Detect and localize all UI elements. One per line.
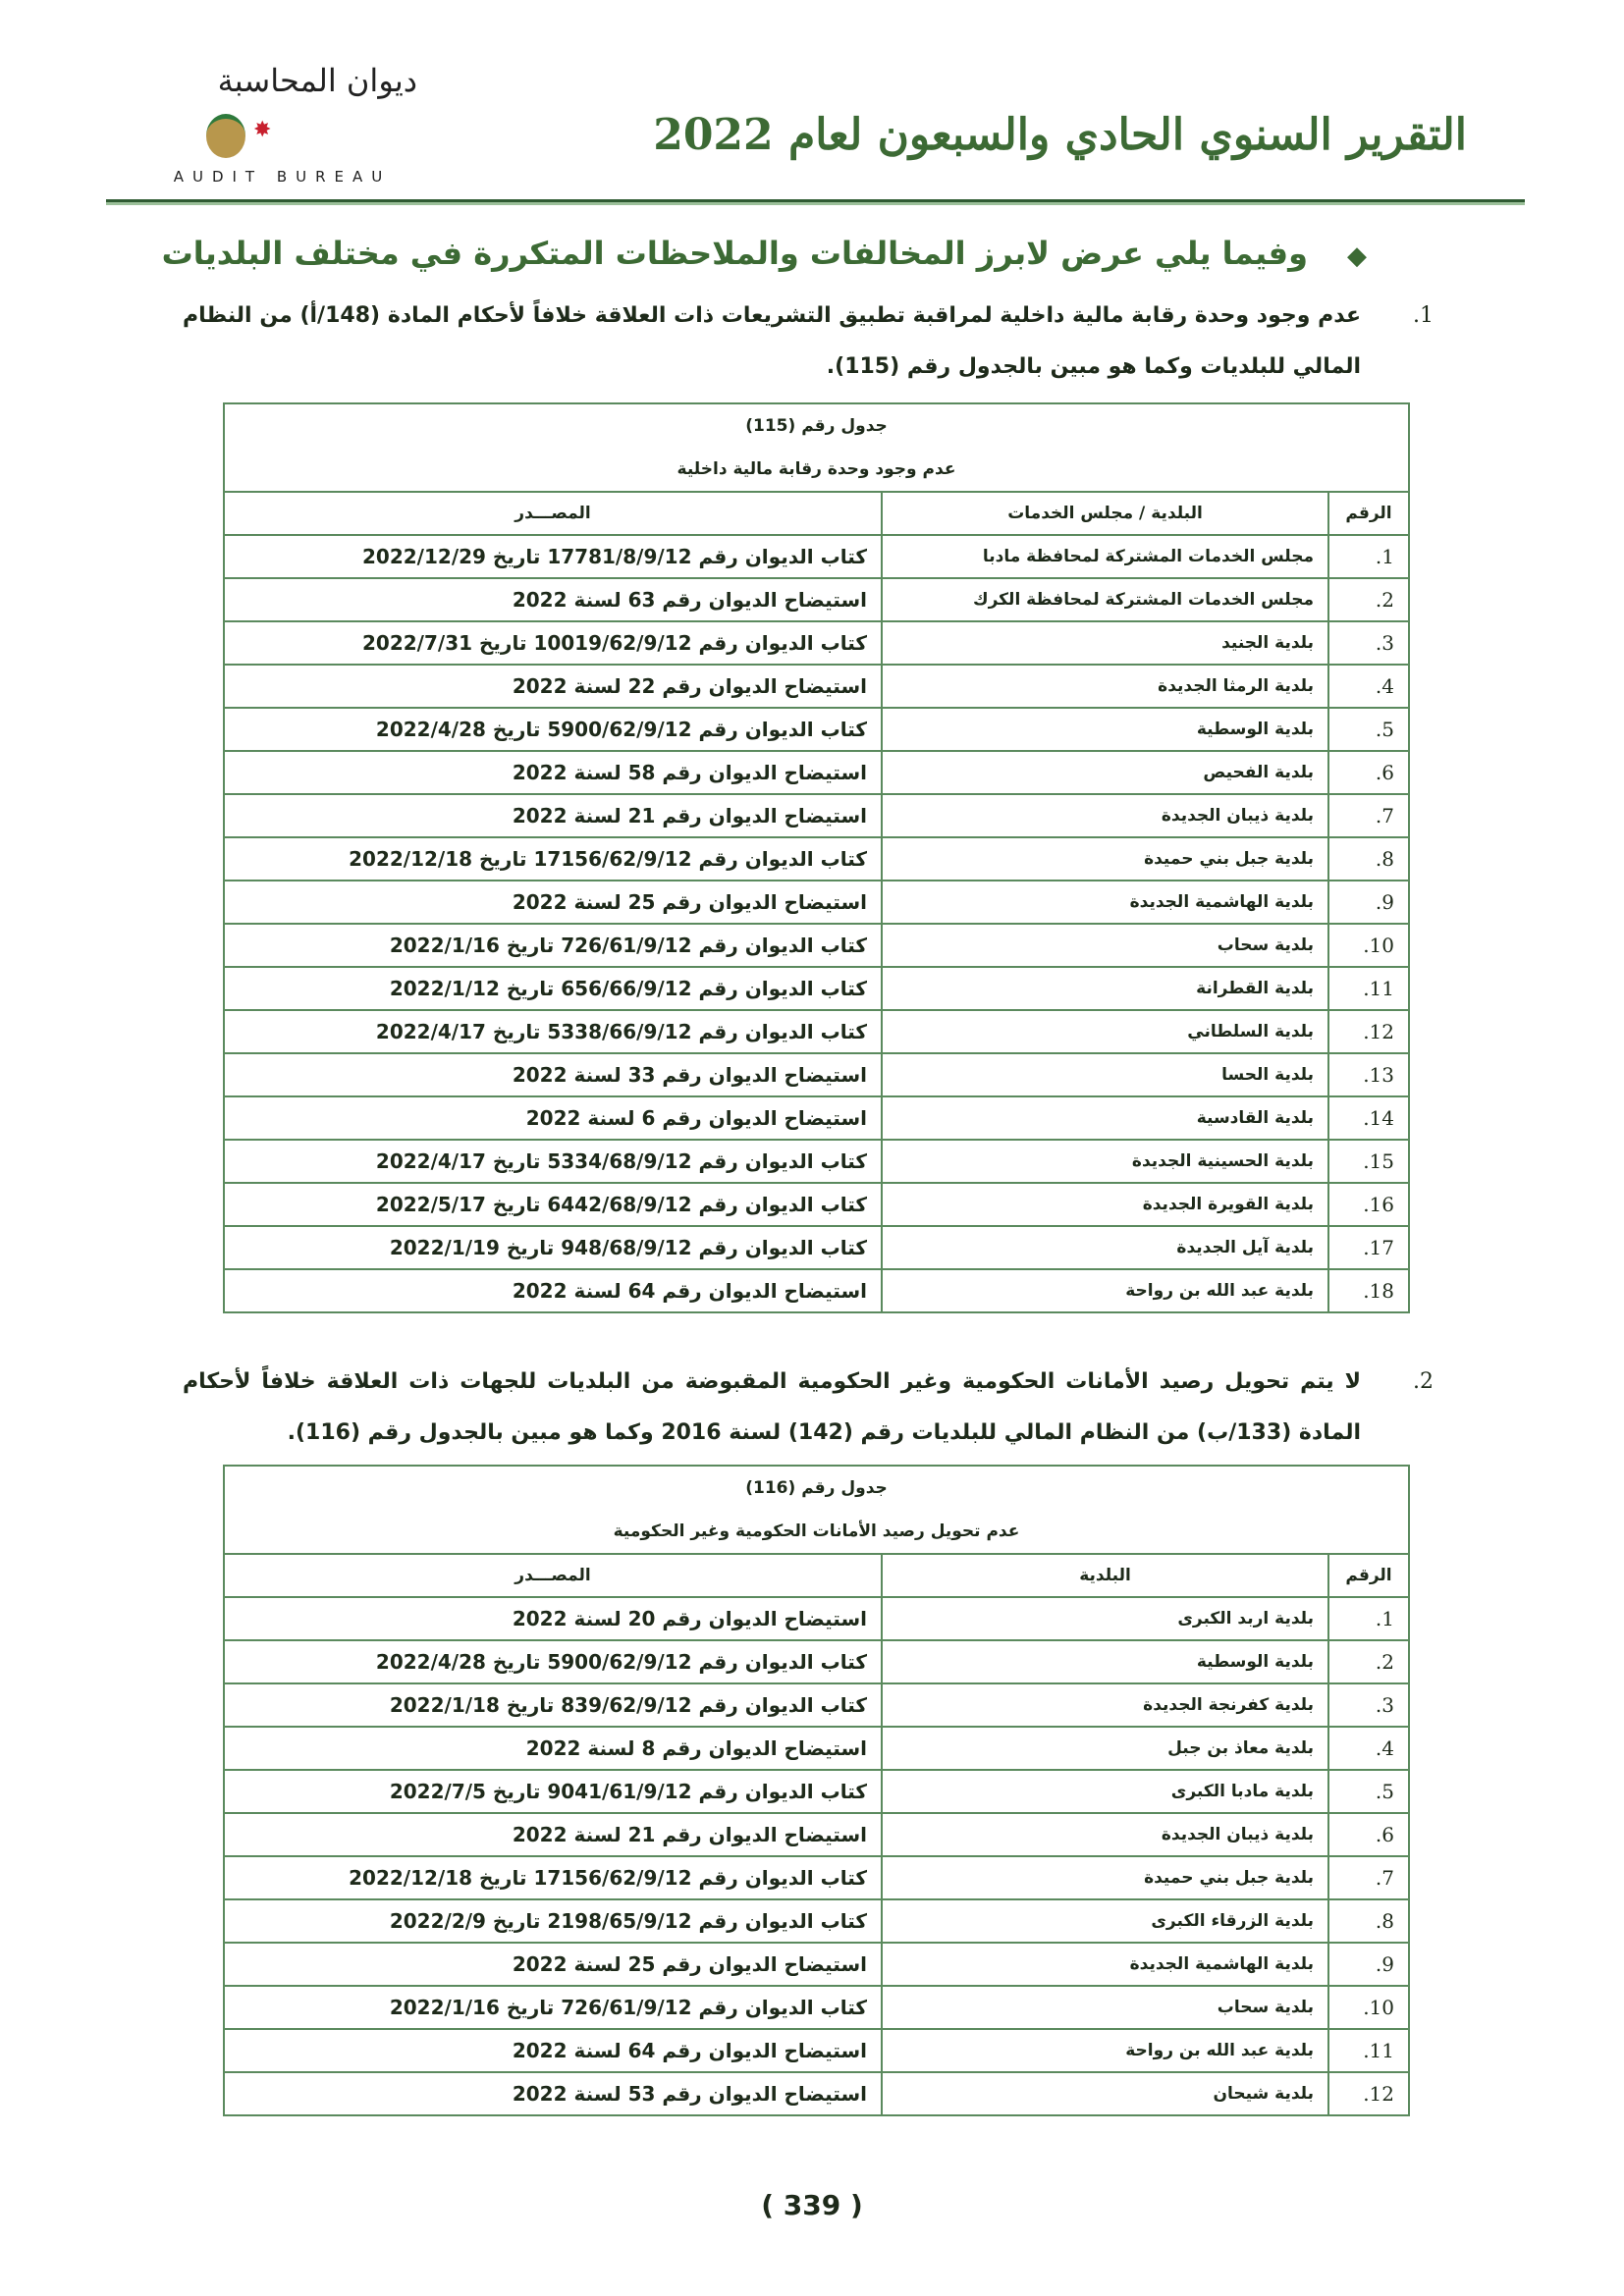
- logo-arabic-text: ديوان المحاسبة: [217, 62, 417, 99]
- column-header: الرقم: [1328, 1554, 1409, 1597]
- cell-name: بلدية الزرقاء الكبرى: [882, 1899, 1328, 1943]
- cell-num: 15.: [1328, 1140, 1409, 1183]
- audit-bureau-logo: [147, 49, 417, 191]
- table-row: [224, 1727, 1409, 1770]
- cell-name: بلدية مادبا الكبرى: [882, 1770, 1328, 1813]
- cell-src: كتاب الديوان رقم 839/62/9/12 تاريخ 2022/1/18: [224, 1683, 882, 1727]
- table-row: [224, 708, 1409, 751]
- cell-src: استيضاح الديوان رقم 22 لسنة 2022: [224, 665, 882, 708]
- cell-src: كتاب الديوان رقم 17781/8/9/12 تاريخ 2022/12/29: [224, 535, 882, 578]
- table-row: [224, 1597, 1409, 1640]
- cell-name: بلدية عبد الله بن رواحة: [882, 2029, 1328, 2072]
- cell-name: بلدية الفحيص: [882, 751, 1328, 794]
- cell-name: بلدية الرمثا الجديدة: [882, 665, 1328, 708]
- cell-name: بلدية سحاب: [882, 1986, 1328, 2029]
- cell-num: 9.: [1328, 881, 1409, 924]
- column-header: الرقم: [1328, 492, 1409, 535]
- cell-num: 7.: [1328, 794, 1409, 837]
- item-text: لا يتم تحويل رصيد الأمانات الحكومية وغير الحكومية المقبوضة من البلديات للجهات ذات العلاقة خلافاً لأحكام المادة (133/ب) من النظام المالي للبلديات رقم (142) لسنة 2016 وكما هو مبين بالجدول رقم (116).: [183, 1369, 1361, 1445]
- cell-src: كتاب الديوان رقم 726/61/9/12 تاريخ 2022/1/16: [224, 924, 882, 967]
- cell-num: 2.: [1328, 578, 1409, 621]
- table-row: [224, 665, 1409, 708]
- cell-src: استيضاح الديوان رقم 25 لسنة 2022: [224, 881, 882, 924]
- table-caption: جدول رقم (116): [224, 1466, 1409, 1510]
- cell-src: كتاب الديوان رقم 17156/62/9/12 تاريخ 2022/12/18: [224, 837, 882, 881]
- cell-src: استيضاح الديوان رقم 64 لسنة 2022: [224, 2029, 882, 2072]
- cell-name: بلدية الوسطية: [882, 708, 1328, 751]
- cell-num: 4.: [1328, 1727, 1409, 1770]
- cell-num: 10.: [1328, 1986, 1409, 2029]
- cell-num: 8.: [1328, 1899, 1409, 1943]
- table-row: [224, 1899, 1409, 1943]
- column-header: البلدية / مجلس الخدمات: [882, 492, 1328, 535]
- table-row: [224, 1640, 1409, 1683]
- cell-src: استيضاح الديوان رقم 33 لسنة 2022: [224, 1053, 882, 1096]
- cell-src: كتاب الديوان رقم 6442/68/9/12 تاريخ 2022/5/17: [224, 1183, 882, 1226]
- cell-src: استيضاح الديوان رقم 6 لسنة 2022: [224, 1096, 882, 1140]
- table-row: [224, 1226, 1409, 1269]
- table-row: [224, 1986, 1409, 2029]
- table-caption: جدول رقم (115): [224, 403, 1409, 448]
- table-row: [224, 1683, 1409, 1727]
- cell-name: بلدية آيل الجديدة: [882, 1226, 1328, 1269]
- report-title: التقرير السنوي الحادي والسبعون لعام 2022: [653, 110, 1467, 160]
- cell-name: بلدية جبل بني حميدة: [882, 1856, 1328, 1899]
- cell-src: استيضاح الديوان رقم 53 لسنة 2022: [224, 2072, 882, 2115]
- cell-num: 5.: [1328, 1770, 1409, 1813]
- item-2: [183, 1357, 1434, 1459]
- cell-num: 6.: [1328, 1813, 1409, 1856]
- cell-name: بلدية سحاب: [882, 924, 1328, 967]
- emblem-icon: [206, 114, 245, 158]
- table-row: [224, 1856, 1409, 1899]
- cell-num: 3.: [1328, 621, 1409, 665]
- cell-num: 10.: [1328, 924, 1409, 967]
- cell-num: 14.: [1328, 1096, 1409, 1140]
- cell-name: بلدية السلطاني: [882, 1010, 1328, 1053]
- table-row: [224, 794, 1409, 837]
- table-115: [223, 402, 1410, 1313]
- cell-name: بلدية القويرة الجديدة: [882, 1183, 1328, 1226]
- page-number: ( 339 ): [761, 2189, 863, 2221]
- section-heading-text: وفيما يلي عرض لابرز المخالفات والملاحظات المتكررة في مختلف البلديات: [161, 235, 1308, 272]
- cell-src: كتاب الديوان رقم 726/61/9/12 تاريخ 2022/1/16: [224, 1986, 882, 2029]
- table-row: [224, 837, 1409, 881]
- table-row: [224, 1770, 1409, 1813]
- header-divider: [106, 199, 1525, 205]
- cell-src: كتاب الديوان رقم 656/66/9/12 تاريخ 2022/1/12: [224, 967, 882, 1010]
- column-header: البلدية: [882, 1554, 1328, 1597]
- cell-num: 16.: [1328, 1183, 1409, 1226]
- cell-name: بلدية اربد الكبرى: [882, 1597, 1328, 1640]
- logo-english-text: AUDIT BUREAU: [173, 168, 392, 186]
- cell-name: مجلس الخدمات المشتركة لمحافظة الكرك: [882, 578, 1328, 621]
- table-row: [224, 967, 1409, 1010]
- table-row: [224, 2029, 1409, 2072]
- cell-name: بلدية شيحان: [882, 2072, 1328, 2115]
- cell-num: 3.: [1328, 1683, 1409, 1727]
- cell-num: 18.: [1328, 1269, 1409, 1312]
- table-row: [224, 1010, 1409, 1053]
- table-subtitle: عدم تحويل رصيد الأمانات الحكومية وغير الحكومية: [224, 1510, 1409, 1554]
- cell-num: 11.: [1328, 2029, 1409, 2072]
- section-heading: [162, 232, 1367, 278]
- item-number: 1.: [1413, 303, 1434, 328]
- cell-src: كتاب الديوان رقم 2198/65/9/12 تاريخ 2022/2/9: [224, 1899, 882, 1943]
- cell-name: بلدية الحسا: [882, 1053, 1328, 1096]
- cell-num: 12.: [1328, 1010, 1409, 1053]
- cell-src: كتاب الديوان رقم 10019/62/9/12 تاريخ 2022/7/31: [224, 621, 882, 665]
- cell-name: بلدية الهاشمية الجديدة: [882, 881, 1328, 924]
- table-row: [224, 751, 1409, 794]
- cell-name: بلدية معاذ بن جبل: [882, 1727, 1328, 1770]
- cell-src: استيضاح الديوان رقم 21 لسنة 2022: [224, 1813, 882, 1856]
- cell-num: 17.: [1328, 1226, 1409, 1269]
- cell-src: استيضاح الديوان رقم 25 لسنة 2022: [224, 1943, 882, 1986]
- item-1: [183, 291, 1434, 393]
- table-row: [224, 2072, 1409, 2115]
- item-number: 2.: [1413, 1369, 1434, 1394]
- cell-src: كتاب الديوان رقم 9041/61/9/12 تاريخ 2022/7/5: [224, 1770, 882, 1813]
- cell-src: كتاب الديوان رقم 5900/62/9/12 تاريخ 2022/4/28: [224, 1640, 882, 1683]
- diamond-bullet-icon: ◆: [1347, 241, 1367, 271]
- table-row: [224, 1140, 1409, 1183]
- item-text: عدم وجود وحدة رقابة مالية داخلية لمراقبة تطبيق التشريعات ذات العلاقة خلافاً لأحكام المادة (148/أ) من النظام المالي للبلديات وكما هو مبين بالجدول رقم (115).: [183, 303, 1362, 379]
- table-row: [224, 535, 1409, 578]
- cell-name: بلدية ذيبان الجديدة: [882, 1813, 1328, 1856]
- cell-src: استيضاح الديوان رقم 20 لسنة 2022: [224, 1597, 882, 1640]
- table-row: [224, 1943, 1409, 1986]
- cell-src: كتاب الديوان رقم 5334/68/9/12 تاريخ 2022/4/17: [224, 1140, 882, 1183]
- table-row: [224, 578, 1409, 621]
- cell-name: بلدية الحسينية الجديدة: [882, 1140, 1328, 1183]
- cell-num: 1.: [1328, 1597, 1409, 1640]
- cell-name: بلدية عبد الله بن رواحة: [882, 1269, 1328, 1312]
- cell-num: 7.: [1328, 1856, 1409, 1899]
- cell-src: كتاب الديوان رقم 5900/62/9/12 تاريخ 2022/4/28: [224, 708, 882, 751]
- cell-num: 6.: [1328, 751, 1409, 794]
- table-row: [224, 1096, 1409, 1140]
- cell-src: استيضاح الديوان رقم 21 لسنة 2022: [224, 794, 882, 837]
- table-row: [224, 924, 1409, 967]
- table-row: [224, 1183, 1409, 1226]
- cell-num: 13.: [1328, 1053, 1409, 1096]
- table-row: [224, 621, 1409, 665]
- cell-src: استيضاح الديوان رقم 58 لسنة 2022: [224, 751, 882, 794]
- cell-name: بلدية الهاشمية الجديدة: [882, 1943, 1328, 1986]
- star-icon: ✸: [253, 118, 272, 142]
- cell-name: بلدية القادسية: [882, 1096, 1328, 1140]
- cell-name: بلدية الوسطية: [882, 1640, 1328, 1683]
- cell-name: بلدية جبل بني حميدة: [882, 837, 1328, 881]
- table-row: [224, 1053, 1409, 1096]
- cell-name: بلدية الجنيد: [882, 621, 1328, 665]
- cell-src: استيضاح الديوان رقم 64 لسنة 2022: [224, 1269, 882, 1312]
- cell-num: 4.: [1328, 665, 1409, 708]
- cell-num: 8.: [1328, 837, 1409, 881]
- table-row: [224, 1269, 1409, 1312]
- cell-num: 1.: [1328, 535, 1409, 578]
- cell-src: كتاب الديوان رقم 5338/66/9/12 تاريخ 2022/4/17: [224, 1010, 882, 1053]
- cell-num: 5.: [1328, 708, 1409, 751]
- cell-name: مجلس الخدمات المشتركة لمحافظة مادبا: [882, 535, 1328, 578]
- cell-src: كتاب الديوان رقم 17156/62/9/12 تاريخ 2022/12/18: [224, 1856, 882, 1899]
- cell-num: 12.: [1328, 2072, 1409, 2115]
- column-header: المصـــدر: [224, 1554, 882, 1597]
- cell-name: بلدية القطرانة: [882, 967, 1328, 1010]
- cell-src: استيضاح الديوان رقم 63 لسنة 2022: [224, 578, 882, 621]
- table-116: [223, 1465, 1410, 2116]
- cell-src: كتاب الديوان رقم 948/68/9/12 تاريخ 2022/1/19: [224, 1226, 882, 1269]
- table-row: [224, 881, 1409, 924]
- table-subtitle: عدم وجود وحدة رقابة مالية داخلية: [224, 448, 1409, 492]
- cell-name: بلدية ذيبان الجديدة: [882, 794, 1328, 837]
- table-row: [224, 1813, 1409, 1856]
- cell-num: 11.: [1328, 967, 1409, 1010]
- cell-num: 2.: [1328, 1640, 1409, 1683]
- cell-name: بلدية كفرنجة الجديدة: [882, 1683, 1328, 1727]
- column-header: المصـــدر: [224, 492, 882, 535]
- cell-num: 9.: [1328, 1943, 1409, 1986]
- cell-src: استيضاح الديوان رقم 8 لسنة 2022: [224, 1727, 882, 1770]
